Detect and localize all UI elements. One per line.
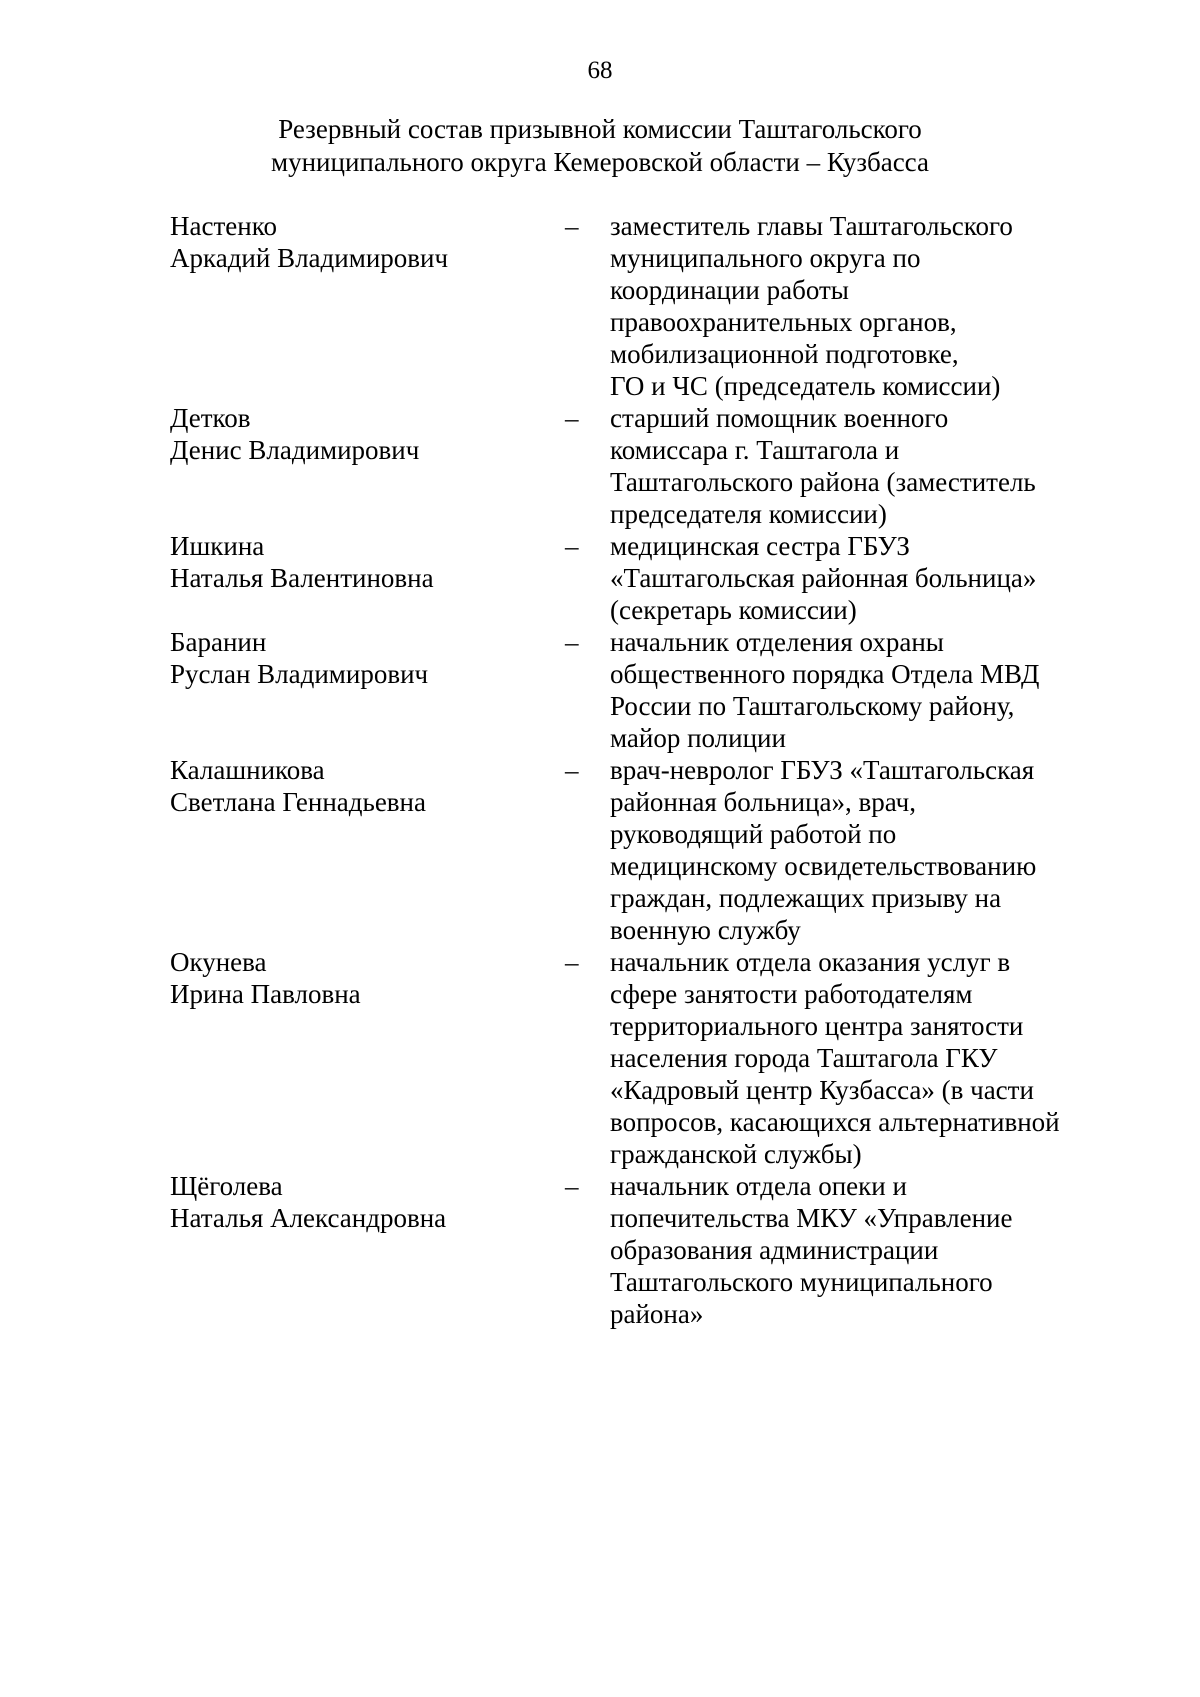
member-given-names: Ирина Павловна [170, 979, 361, 1009]
member-role-line: правоохранительных органов, [610, 307, 957, 337]
member-role-line: попечительства МКУ «Управление [610, 1203, 1013, 1233]
member-name [170, 946, 565, 1010]
separator-dash: – [565, 531, 579, 561]
member-role-line: медицинскому освидетельствованию [610, 851, 1037, 881]
member-role-line: «Таштагольская районная больница» [610, 563, 1037, 593]
member-role-line: муниципального округа по [610, 243, 921, 273]
separator-dash: – [565, 627, 579, 657]
member-role-line: начальник отделения охраны [610, 627, 944, 657]
member-entry [170, 530, 1130, 626]
member-role-line: районная больница», врач, [610, 787, 916, 817]
member-role-line: граждан, подлежащих призыву на [610, 883, 1002, 913]
member-name [170, 754, 565, 818]
member-role-line: начальник отдела оказания услуг в [610, 947, 1011, 977]
member-role-line: населения города Таштагола ГКУ [610, 1043, 998, 1073]
title-line: Резервный состав призывной комиссии Таштагольского [278, 114, 922, 144]
member-entry [170, 210, 1130, 402]
member-role [610, 210, 1130, 402]
member-entry [170, 1170, 1130, 1330]
member-role-line: руководящий работой по [610, 819, 897, 849]
member-role-line: координации работы [610, 275, 849, 305]
separator-dash: – [565, 403, 579, 433]
separator-dash: – [565, 1171, 579, 1201]
document-title [0, 113, 1200, 179]
member-name [170, 210, 565, 274]
member-role-line: образования администрации [610, 1235, 939, 1265]
member-given-names: Денис Владимирович [170, 435, 420, 465]
member-surname: Калашникова [170, 755, 325, 785]
member-role-line: района» [610, 1299, 704, 1329]
member-name [170, 402, 565, 466]
member-role-line: медицинская сестра ГБУЗ [610, 531, 910, 561]
member-entry [170, 754, 1130, 946]
member-role-line: гражданской службы) [610, 1139, 862, 1169]
members-list [170, 210, 1130, 1330]
member-given-names: Аркадий Владимирович [170, 243, 449, 273]
member-entry [170, 946, 1130, 1170]
member-name [170, 530, 565, 594]
member-role [610, 1170, 1130, 1330]
member-surname: Детков [170, 403, 251, 433]
member-role-line: начальник отдела опеки и [610, 1171, 907, 1201]
separator-dash: – [565, 755, 579, 785]
member-role-line: майор полиции [610, 723, 786, 753]
member-role [610, 530, 1130, 626]
member-surname: Баранин [170, 627, 267, 657]
member-role-line: мобилизационной подготовке, [610, 339, 959, 369]
member-role-line: сфере занятости работодателям [610, 979, 973, 1009]
member-name [170, 1170, 565, 1234]
member-role-line: России по Таштагольскому району, [610, 691, 1015, 721]
member-name [170, 626, 565, 690]
member-surname: Щёголева [170, 1171, 283, 1201]
member-role-line: «Кадровый центр Кузбасса» (в части [610, 1075, 1034, 1105]
member-role [610, 946, 1130, 1170]
member-surname: Окунева [170, 947, 267, 977]
member-role [610, 402, 1130, 530]
member-role-line: старший помощник военного [610, 403, 949, 433]
member-role-line: заместитель главы Таштагольского [610, 211, 1013, 241]
member-given-names: Наталья Валентиновна [170, 563, 434, 593]
member-role-line: Таштагольского муниципального [610, 1267, 993, 1297]
member-entry [170, 626, 1130, 754]
title-line: муниципального округа Кемеровской области – Кузбасса [271, 147, 929, 177]
member-role-line: комиссара г. Таштагола и [610, 435, 900, 465]
member-role [610, 626, 1130, 754]
member-surname: Ишкина [170, 531, 265, 561]
member-role-line: председателя комиссии) [610, 499, 887, 529]
member-role-line: ГО и ЧС (председатель комиссии) [610, 371, 1001, 401]
member-role-line: территориального центра занятости [610, 1011, 1024, 1041]
member-role-line: общественного порядка Отдела МВД [610, 659, 1040, 689]
separator-dash: – [565, 211, 579, 241]
separator-dash: – [565, 947, 579, 977]
page-number: 68 [587, 57, 613, 84]
member-given-names: Светлана Геннадьевна [170, 787, 426, 817]
member-entry [170, 402, 1130, 530]
member-role-line: врач-невролог ГБУЗ «Таштагольская [610, 755, 1035, 785]
member-given-names: Руслан Владимирович [170, 659, 429, 689]
member-role-line: вопросов, касающихся альтернативной [610, 1107, 1060, 1137]
member-surname: Настенко [170, 211, 277, 241]
member-role-line: Таштагольского района (заместитель [610, 467, 1036, 497]
member-role [610, 754, 1130, 946]
member-role-line: (секретарь комиссии) [610, 595, 857, 625]
member-given-names: Наталья Александровна [170, 1203, 447, 1233]
member-role-line: военную службу [610, 915, 801, 945]
